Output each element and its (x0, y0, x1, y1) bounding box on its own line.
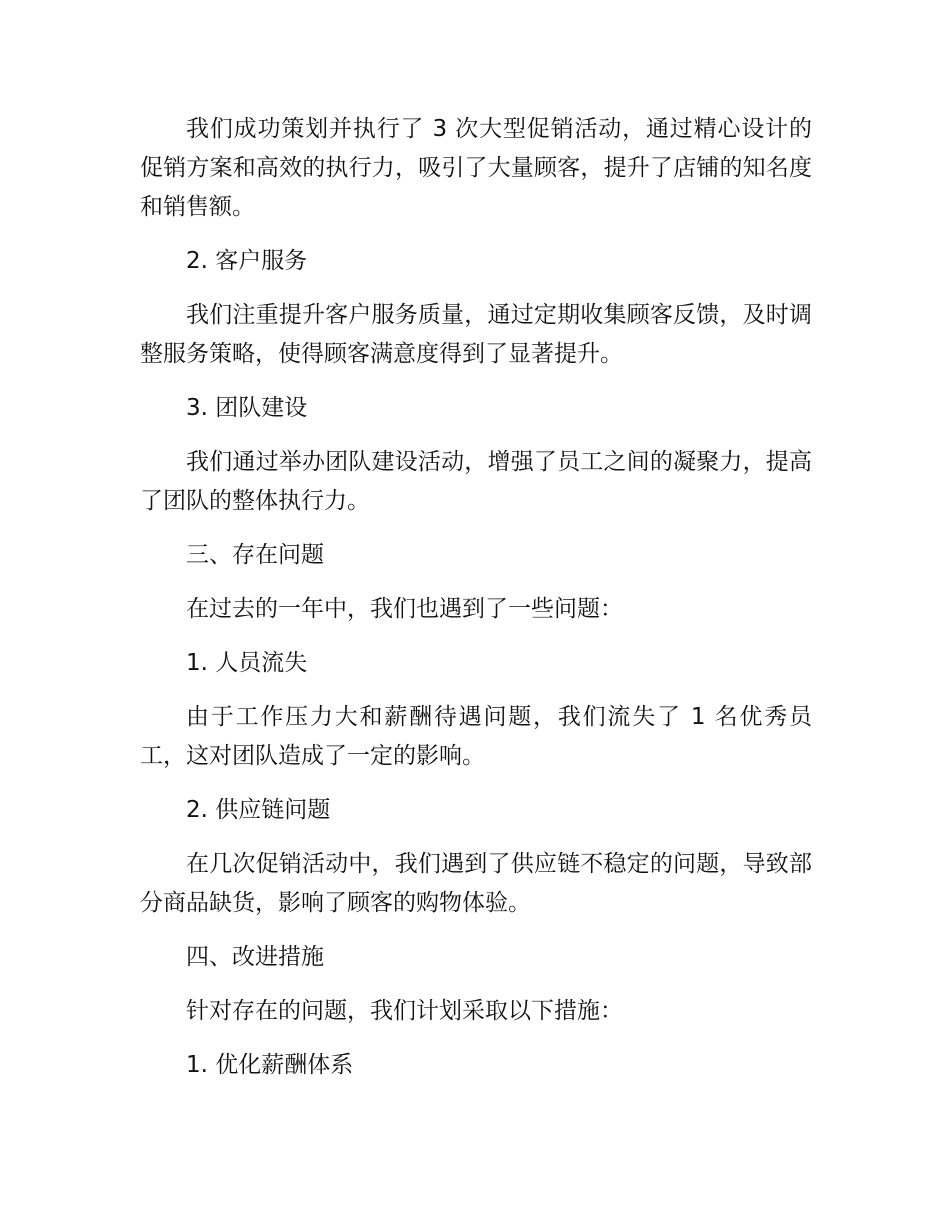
paragraph-promotions: 我们成功策划并执行了 3 次大型促销活动，通过精心设计的促销方案和高效的执行力，吸引了大量顾客，提升了店铺的知名度和销售额。 (140, 116, 812, 220)
heading-team-building: 3. 团队建设 (186, 395, 308, 421)
paragraph-supply-chain: 在几次促销活动中，我们遇到了供应链不稳定的问题，导致部分商品缺货，影响了顾客的购物体验。 (140, 851, 812, 916)
heading-staff-turnover: 1. 人员流失 (186, 650, 308, 676)
paragraph-measures-intro: 针对存在的问题，我们计划采取以下措施： (186, 998, 623, 1024)
heading-supply-chain: 2. 供应链问题 (186, 797, 331, 823)
heading-customer-service: 2. 客户服务 (186, 248, 308, 274)
paragraph-team-building: 我们通过举办团队建设活动，增强了员工之间的凝聚力，提高了团队的整体执行力。 (140, 449, 812, 514)
heading-improvement-measures: 四、改进措施 (186, 944, 324, 970)
document-body (140, 110, 812, 1085)
heading-optimize-salary: 1. 优化薪酬体系 (186, 1052, 354, 1078)
paragraph-staff-turnover: 由于工作压力大和薪酬待遇问题，我们流失了 1 名优秀员工，这对团队造成了一定的影响。 (140, 704, 812, 769)
paragraph-problems-intro: 在过去的一年中，我们也遇到了一些问题： (186, 596, 623, 622)
heading-existing-problems: 三、存在问题 (186, 542, 324, 568)
paragraph-customer-service: 我们注重提升客户服务质量，通过定期收集顾客反馈，及时调整服务策略，使得顾客满意度得到了显著提升。 (140, 302, 812, 367)
